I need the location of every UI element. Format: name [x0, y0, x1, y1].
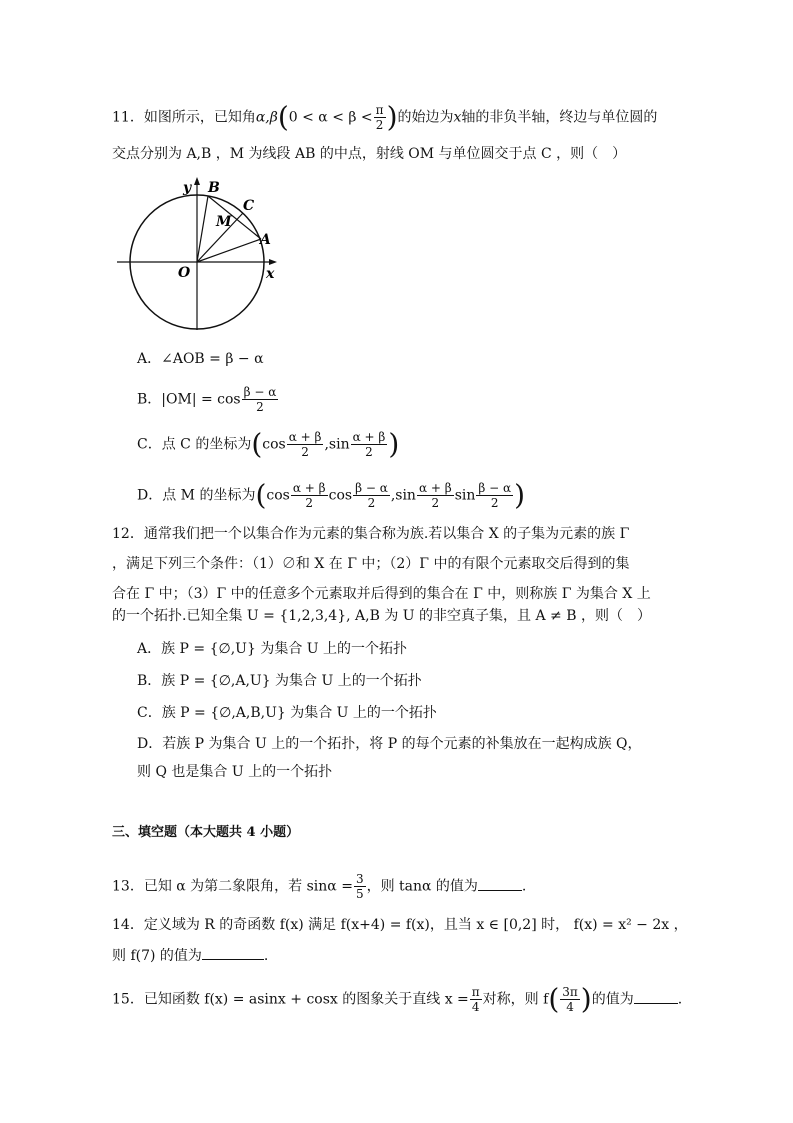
q12-option-d-line1: D．若族 P 为集合 U 上的一个拓扑，将 P 的每个元素的补集放在一起构成族 Q，	[137, 736, 642, 752]
q12-line4: 的一个拓扑.已知全集 U = {1,2,3,4}, A,B 为 U 的非空真子集，且 A ≠ B ，则（ ）	[112, 608, 651, 624]
section-3-heading: 三、填空题（本大题共 4 小题）	[112, 825, 300, 840]
q11-line2: 交点分别为 A,B ，M 为线段 AB 的中点，射线 OM 与单位圆交于点 C ，则（ ）	[112, 146, 627, 162]
q15: 15．已知函数 f(x) = asinx + cosx 的图象关于直线 x = $\frac{\pi}{4}$ 对称，则 f( $\frac{3\pi}{4}$ )的值为 .	[112, 982, 683, 1016]
label-M: M	[216, 214, 232, 230]
q12-option-b: B．族 P = {∅,A,U} 为集合 U 上的一个拓扑	[137, 673, 422, 689]
q14-line1: 14．定义域为 R 的奇函数 f(x) 满足 f(x+4) = f(x)，且当 x ∈ [0,2] 时， f(x) = x² − 2x ，	[112, 917, 688, 933]
unit-circle-figure	[112, 172, 287, 332]
label-O: O	[178, 265, 191, 281]
q11-option-b: B．|OM| = cos $\frac{\beta - \alpha}{2}$	[137, 385, 277, 414]
q11-option-a: A．∠AOB = β − α	[137, 351, 264, 367]
q13: 13．已知 α 为第二象限角，若 sinα = $\frac{3}{5}$ ，则 tanα 的值为 .	[112, 872, 527, 901]
label-A: A	[260, 232, 271, 248]
x-axis-arrow	[269, 259, 277, 265]
q15-answer-blank[interactable]	[634, 989, 678, 1004]
q12-line1: 12．通常我们把一个以集合作为元素的集合称为族.若以集合 X 的子集为元素的族 Γ	[112, 526, 630, 542]
q12-line3: 合在 Γ 中；（3）Γ 中的任意多个元素取并后得到的集合在 Γ 中，则称族 Γ 为集合 X 上	[112, 586, 651, 602]
q11-number: 11．	[112, 109, 144, 126]
q11-option-d: D．点 M 的坐标为(cos $\frac{\alpha + \beta}{2}$ cos $\frac{\beta - \alpha}{2}$ ,sin $\frac{\alpha + \beta}{2}$ sin $\frac{\beta - \alpha}{2}$ )	[137, 478, 526, 512]
q13-fraction: $\frac{3}{5}$	[355, 872, 364, 901]
q11-line1: 11．如图所示，已知角α,β(0 < α < β < $\frac{\pi}{2}$ )的始边为x轴的非负半轴，终边与单位圆的	[112, 100, 658, 134]
q12-line2: ，满足下列三个条件：（1）∅和 X 在 Γ 中；（2）Γ 中的有限个元素取交后得到的集	[112, 556, 630, 572]
ray-OA	[197, 239, 261, 262]
y-axis-arrow	[194, 177, 200, 185]
label-C: C	[243, 198, 255, 214]
q14-line2: 则 f(7) 的值为 .	[112, 945, 268, 967]
q12-option-a: A．族 P = {∅,U} 为集合 U 上的一个拓扑	[137, 641, 408, 657]
label-B: B	[208, 180, 220, 196]
q11-option-c: C．点 C 的坐标为(cos $\frac{\alpha + \beta}{2}$ ,sin $\frac{\alpha + \beta}{2}$ )	[137, 427, 400, 461]
q11-cond-fraction: $\frac{\pi}{2}$	[375, 103, 384, 132]
q14-answer-blank[interactable]	[202, 945, 264, 960]
q12-option-d-line2: 则 Q 也是集合 U 上的一个拓扑	[137, 764, 333, 780]
q13-answer-blank[interactable]	[478, 876, 522, 891]
q12-option-c: C．族 P = {∅,A,B,U} 为集合 U 上的一个拓扑	[137, 705, 437, 721]
label-y: y	[183, 180, 192, 196]
label-x: x	[266, 266, 275, 282]
